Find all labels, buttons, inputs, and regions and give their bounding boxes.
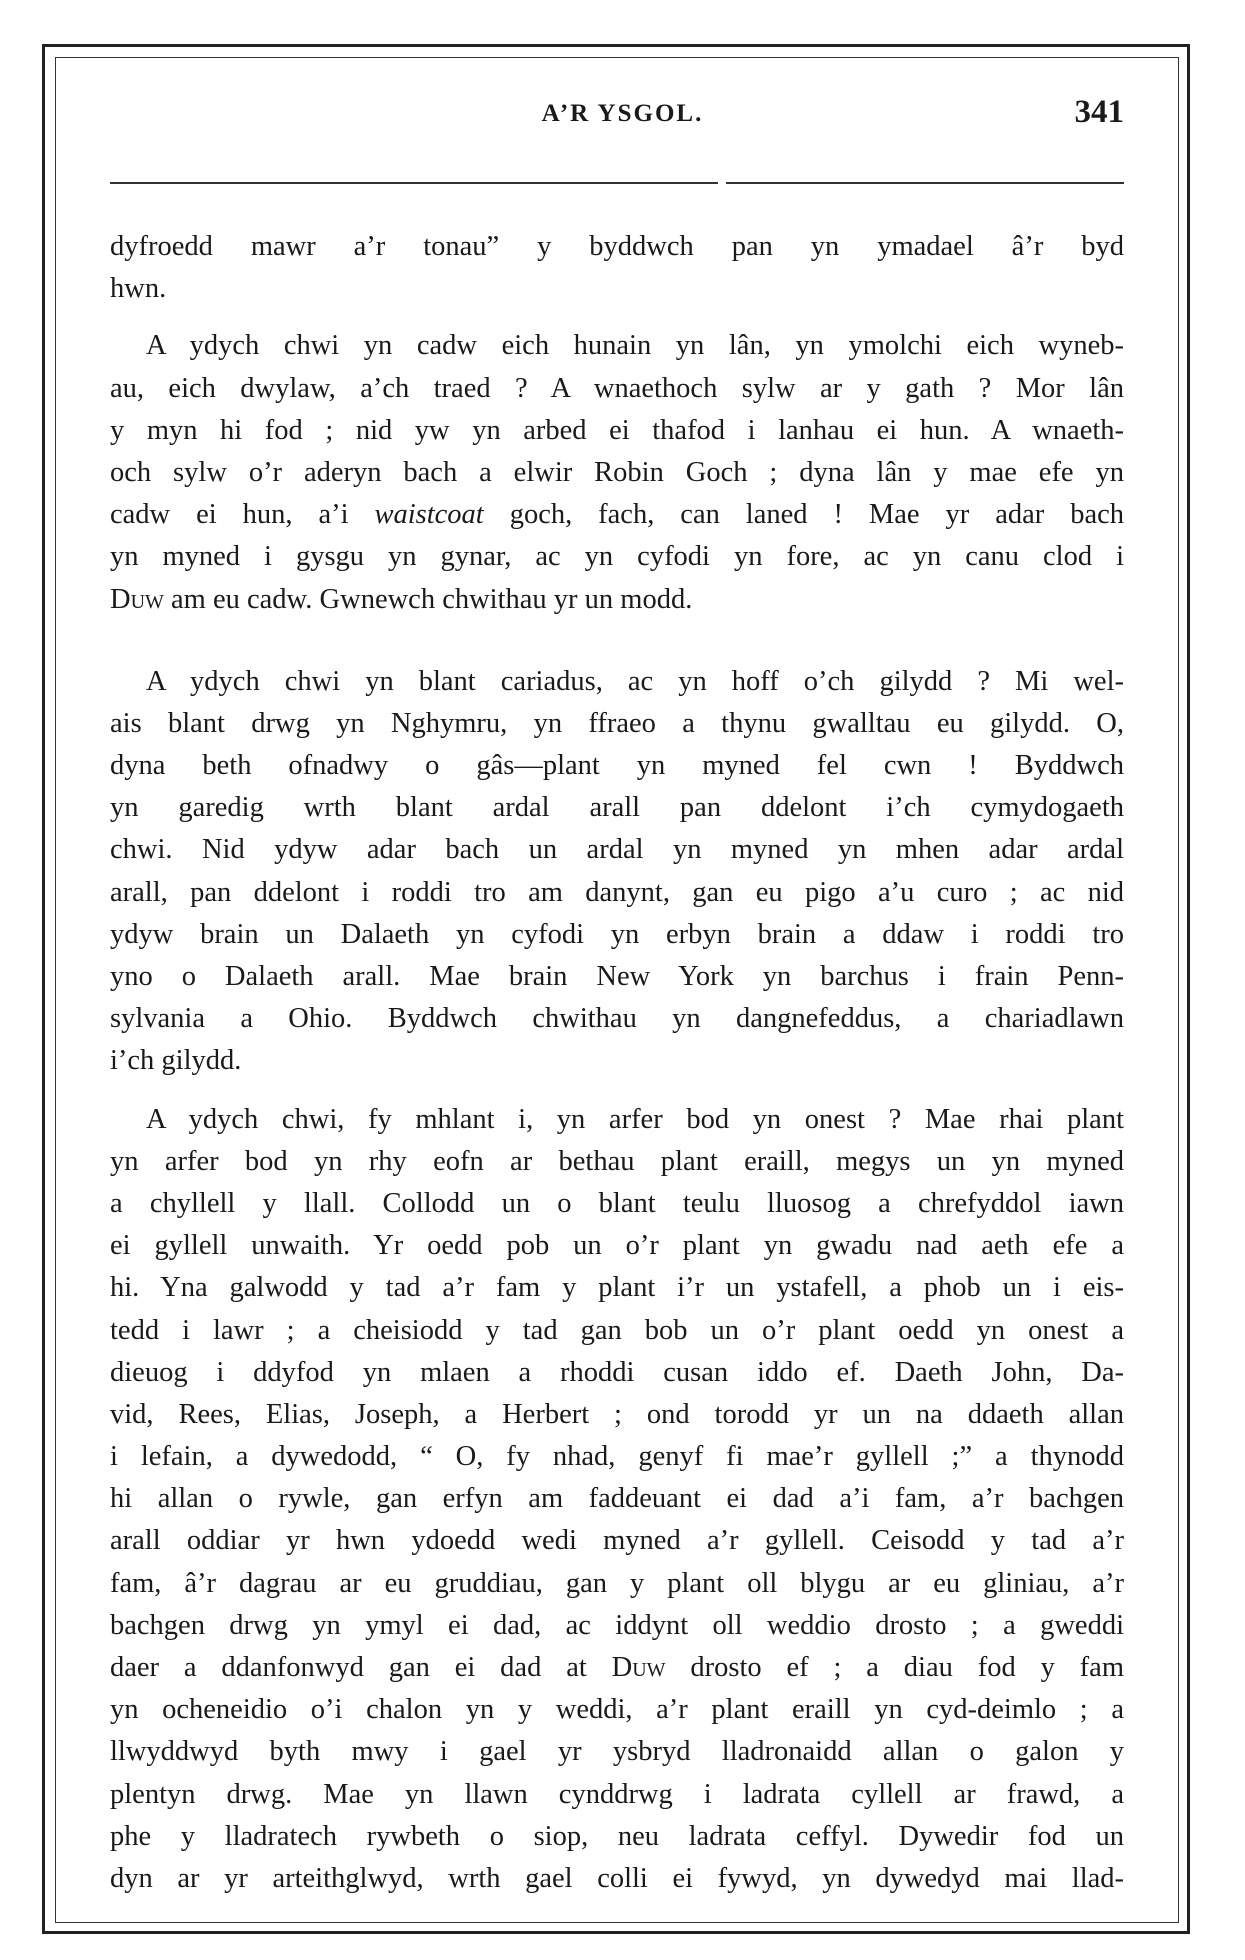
- text-line: plentyn drwg. Mae yn llawn cynddrwg i ladrata cyllell ar frawd, a: [110, 1778, 1124, 1810]
- text-line: tedd i lawr ; a cheisiodd y tad gan bob un o’r plant oedd yn onest a: [110, 1314, 1124, 1346]
- paragraph: [110, 1099, 1124, 1901]
- text-line: dyfroedd mawr a’r tonau” y byddwch pan yn ymadael â’r byd: [110, 231, 1124, 262]
- text-line: A ydych chwi yn cadw eich hunain yn lân, yn ymolchi eich wyneb-: [146, 330, 1124, 362]
- paragraph: [110, 661, 1124, 1083]
- body-text: [110, 211, 1124, 1900]
- text-line: dyna beth ofnadwy o gâs—plant yn myned fel cwn ! Byddwch: [110, 750, 1124, 782]
- text-line: a chyllell y llall. Collodd un o blant teulu lluosog a chrefyddol iawn: [110, 1187, 1124, 1219]
- text-line: A ydych chwi, fy mhlant i, yn arfer bod yn onest ? Mae rhai plant: [146, 1103, 1124, 1135]
- text-line: dieuog i ddyfod yn mlaen a rhoddi cusan iddo ef. Daeth John, Da-: [110, 1356, 1124, 1388]
- text-line: au, eich dwylaw, a’ch traed ? A wnaethoch sylw ar y gath ? Mor lân: [110, 372, 1124, 404]
- text-line: hi. Yna galwodd y tad a’r fam y plant i’r un ystafell, a phob un i eis-: [110, 1272, 1124, 1304]
- text-line: [110, 1647, 1124, 1689]
- page-number: 341: [1074, 94, 1124, 130]
- text-line: ei gyllell unwaith. Yr oedd pob un o’r plant yn gwadu nad aeth efe a: [110, 1230, 1124, 1262]
- text-line: hi allan o rywle, gan erfyn am faddeuant ei dad a’i fam, a’r bachgen: [110, 1483, 1124, 1515]
- text-line: [110, 494, 1124, 536]
- text-line: A ydych chwi yn blant cariadus, ac yn hoff o’ch gilydd ? Mi wel-: [146, 665, 1124, 697]
- header-rule-left: [110, 182, 718, 184]
- text-line: sylvania a Ohio. Byddwch chwithau yn dangnefeddus, a chariadlawn: [110, 1003, 1124, 1035]
- text-line: i’ch gilydd.: [110, 1045, 242, 1077]
- text-line: yn myned i gysgu yn gynar, ac yn cyfodi yn fore, ac yn canu clod i: [110, 541, 1124, 573]
- text-line: arall oddiar yr hwn ydoedd wedi myned a’r gyllell. Ceisodd y tad a’r: [110, 1525, 1124, 1557]
- text-line: y myn hi fod ; nid yw yn arbed ei thafod i lanhau ei hun. A wnaeth-: [110, 414, 1124, 446]
- text-line: arall, pan ddelont i roddi tro am danynt, gan eu pigo a’u curo ; ac nid: [110, 876, 1124, 908]
- text-line: i lefain, a dywedodd, “ O, fy nhad, genyf fi mae’r gyllell ;” a thynodd: [110, 1441, 1124, 1473]
- text-line: yn ocheneidio o’i chalon yn y weddi, a’r plant eraill yn cyd-deimlo ; a: [110, 1694, 1124, 1726]
- italic-text: waistcoat: [374, 499, 484, 531]
- header-rule-right: [726, 182, 1124, 184]
- text-line: chwi. Nid ydyw adar bach un ardal yn myned yn mhen adar ardal: [110, 834, 1124, 866]
- text-line: bachgen drwg yn ymyl ei dad, ac iddynt oll weddio drosto ; a gweddi: [110, 1609, 1124, 1641]
- text-line: llwyddwyd byth mwy i gael yr ysbryd lladronaidd allan o galon y: [110, 1736, 1124, 1768]
- text-line: phe y lladratech rywbeth o siop, neu ladrata ceffyl. Dywedir fod un: [110, 1820, 1124, 1852]
- small-caps-text: Duw: [110, 583, 164, 615]
- text-segment: am eu cadw. Gwnewch chwithau yr un modd.: [163, 583, 693, 615]
- text-line: yn garedig wrth blant ardal arall pan ddelont i’ch cymydogaeth: [110, 792, 1124, 824]
- text-line: hwn.: [110, 273, 167, 305]
- small-caps-text: Duw: [611, 1652, 666, 1683]
- text-line: vid, Rees, Elias, Joseph, a Herbert ; ond torodd yr un na ddaeth allan: [110, 1398, 1124, 1430]
- text-segment: cadw ei hun, a’i: [110, 499, 375, 531]
- text-line: yno o Dalaeth arall. Mae brain New York yn barchus i frain Penn-: [110, 961, 1124, 992]
- text-segment: drosto ef ; a diau fod y fam: [665, 1652, 1124, 1683]
- paragraph: [110, 325, 1124, 620]
- text-line: ydyw brain un Dalaeth yn cyfodi yn erbyn brain a ddaw i roddi tro: [110, 918, 1124, 950]
- paragraph: [110, 226, 1124, 310]
- text-line: yn arfer bod yn rhy eofn ar bethau plant eraill, megys un yn myned: [110, 1145, 1124, 1177]
- running-title: A’R YSGOL.: [541, 100, 704, 127]
- text-segment: daer a ddanfonwyd gan ei dad at: [110, 1652, 612, 1683]
- text-line: dyn ar yr arteithglwyd, wrth gael colli ei fywyd, yn dywedyd mai llad-: [110, 1862, 1124, 1894]
- text-segment: goch, fach, can laned ! Mae yr adar bach: [483, 499, 1125, 531]
- text-line: fam, â’r dagrau ar eu gruddiau, gan y plant oll blygu ar eu gliniau, a’r: [110, 1567, 1124, 1599]
- text-line: [110, 579, 1124, 621]
- text-line: och sylw o’r aderyn bach a elwir Robin Goch ; dyna lân y mae efe yn: [110, 456, 1124, 488]
- text-line: ais blant drwg yn Nghymru, yn ffraeo a thynu gwalltau eu gilydd. O,: [110, 707, 1124, 739]
